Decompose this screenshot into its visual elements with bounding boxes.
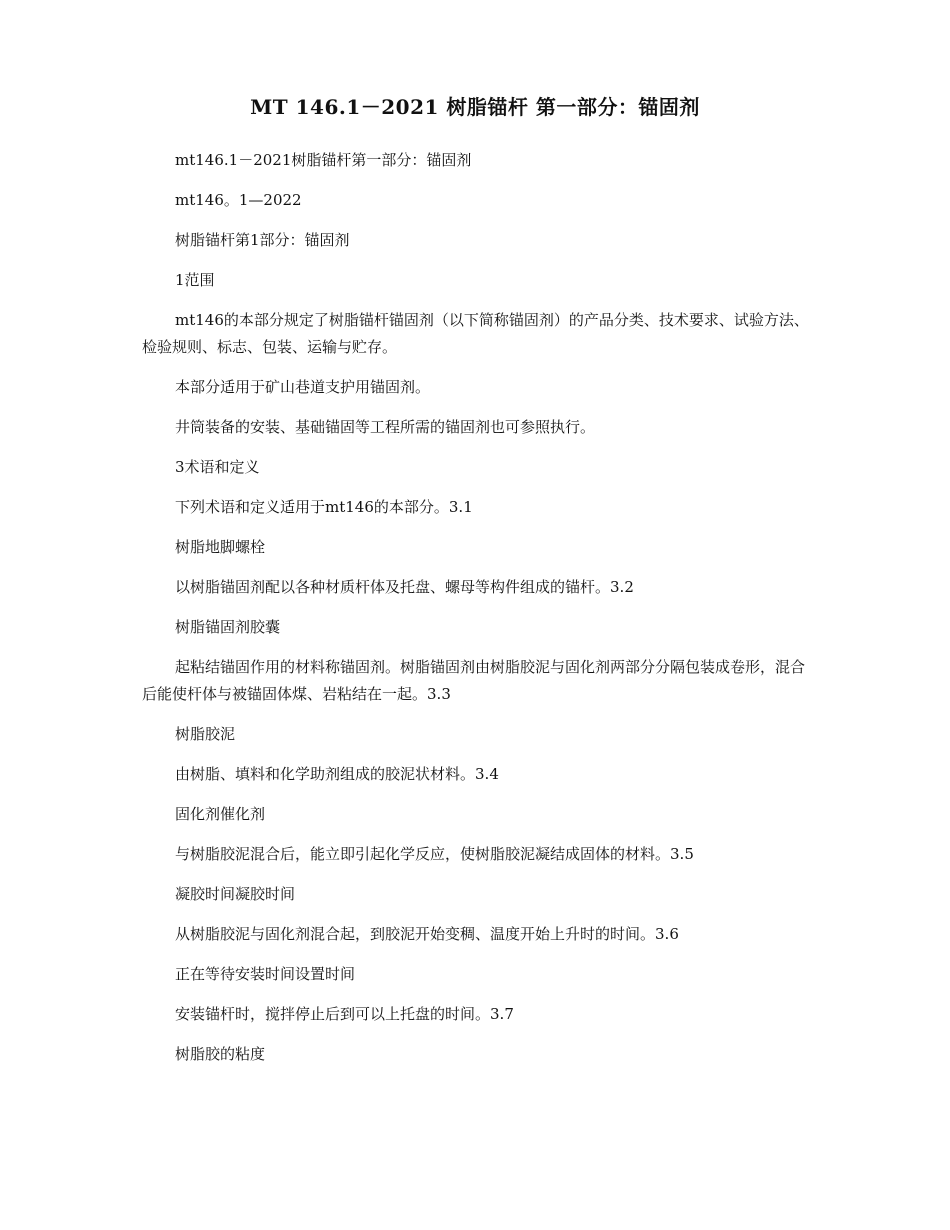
term-heading: 树脂胶的粘度 [175,1045,266,1063]
paragraph: 树脂锚杆第1部分：锚固剂 [175,231,350,249]
paragraph: mt146。1—2022 [175,191,302,209]
term-heading: 凝胶时间凝胶时间 [175,885,296,903]
paragraph: mt146.1－2021树脂锚杆第一部分：锚固剂 [175,151,472,169]
section-heading: 3术语和定义 [175,458,260,476]
paragraph: 本部分适用于矿山巷道支护用锚固剂。 [175,378,431,396]
paragraph: 井筒装备的安装、基础锚固等工程所需的锚固剂也可参照执行。 [175,418,596,436]
term-heading: 固化剂催化剂 [175,805,266,823]
term-heading: 树脂胶泥 [175,725,236,743]
paragraph: 由树脂、填料和化学助剂组成的胶泥状材料。3.4 [175,765,499,783]
paragraph: 安装锚杆时，搅拌停止后到可以上托盘的时间。3.7 [175,1005,514,1023]
term-heading: 正在等待安装时间设置时间 [175,965,356,983]
document-body [142,147,814,1081]
document-title: MT 146.1－2021 树脂锚杆 第一部分：锚固剂 [250,95,700,119]
paragraph: 从树脂胶泥与固化剂混合起，到胶泥开始变稠、温度开始上升时的时间。3.6 [175,925,679,943]
paragraph: 起粘结锚固作用的材料称锚固剂。树脂锚固剂由树脂胶泥与固化剂两部分分隔包装成卷形，混合后能使杆体与被锚固体煤、岩粘结在一起。3.3 [142,658,806,703]
section-heading: 1范围 [175,271,215,289]
paragraph: 下列术语和定义适用于mt146的本部分。3.1 [175,498,473,516]
paragraph: 以树脂锚固剂配以各种材质杆体及托盘、螺母等构件组成的锚杆。3.2 [175,578,634,596]
term-heading: 树脂锚固剂胶囊 [175,618,281,636]
paragraph: 与树脂胶泥混合后，能立即引起化学反应，使树脂胶泥凝结成固体的材料。3.5 [175,845,694,863]
paragraph: mt146的本部分规定了树脂锚杆锚固剂（以下简称锚固剂）的产品分类、技术要求、试验方法、检验规则、标志、包装、运输与贮存。 [142,311,809,356]
term-heading: 树脂地脚螺栓 [175,538,266,556]
